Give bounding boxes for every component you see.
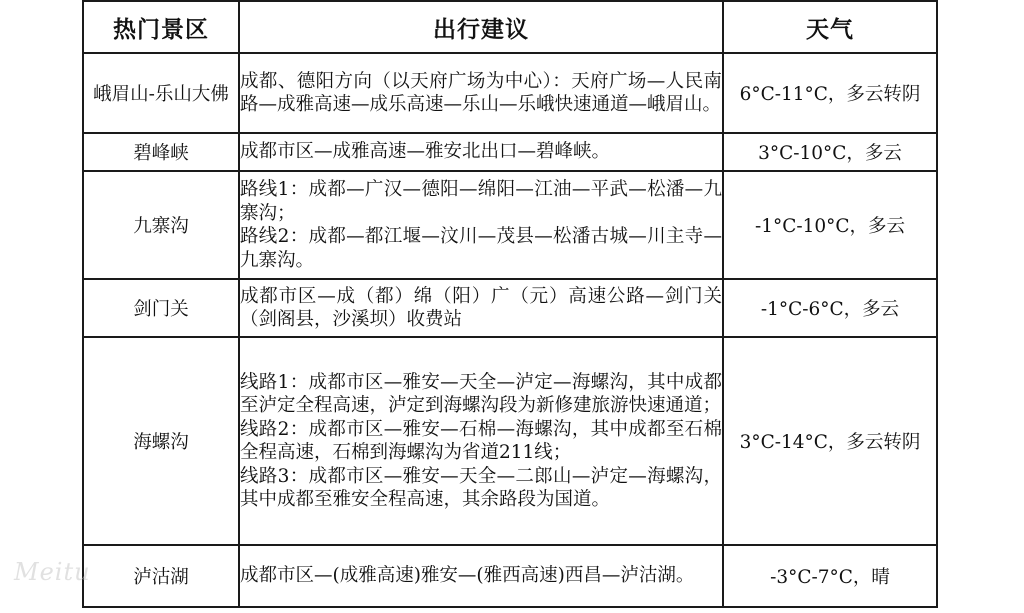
table-row — [83, 53, 937, 133]
spot-name: 九寨沟 — [83, 171, 239, 279]
weather-info: 6°C-11°C，多云转阴 — [723, 53, 937, 133]
route-line: 路线2：成都—都江堰—汶川—茂县—松潘古城—川主寺—九寨沟。 — [240, 226, 722, 271]
route-advice — [239, 171, 723, 279]
weather-info: 3°C-10°C，多云 — [723, 133, 937, 171]
header-row — [83, 1, 937, 53]
route-line: 线路3：成都市区—雅安—天全—二郎山—泸定—海螺沟，其中成都至雅安全程高速，其余路段为国道。 — [240, 465, 722, 510]
weather-info: -3°C-7°C，晴 — [723, 545, 937, 607]
weather-info: -1°C-6°C，多云 — [723, 279, 937, 337]
table-row — [83, 545, 937, 607]
spot-name: 海螺沟 — [83, 337, 239, 545]
weather-info: 3°C-14°C，多云转阴 — [723, 337, 937, 545]
route-advice — [239, 133, 723, 171]
table-row — [83, 337, 937, 545]
header-scenic-spot: 热门景区 — [83, 1, 239, 53]
meitu-watermark: Meitu — [14, 558, 91, 586]
weather-info: -1°C-10°C，多云 — [723, 171, 937, 279]
table-row — [83, 279, 937, 337]
spot-name: 剑门关 — [83, 279, 239, 337]
route-line: 线路1：成都市区—雅安—天全—泸定—海螺沟，其中成都至泸定全程高速，泸定到海螺沟段为新修建旅游快速通道； — [240, 371, 722, 416]
route-advice — [239, 279, 723, 337]
route-line: 成都市区—(成雅高速)雅安—(雅西高速)西昌—泸沽湖。 — [240, 565, 695, 587]
travel-table — [82, 0, 938, 608]
header-weather: 天气 — [723, 1, 937, 53]
route-line: 成都、德阳方向（以天府广场为中心）：天府广场—人民南路—成雅高速—成乐高速—乐山—乐峨快速通道—峨眉山。 — [240, 70, 722, 115]
route-advice — [239, 53, 723, 133]
route-line: 成都市区—成雅高速—雅安北出口—碧峰峡。 — [240, 141, 611, 163]
header-travel-advice: 出行建议 — [239, 1, 723, 53]
table-row — [83, 133, 937, 171]
table-row — [83, 171, 937, 279]
spot-name: 碧峰峡 — [83, 133, 239, 171]
route-advice — [239, 545, 723, 607]
route-advice — [239, 337, 723, 545]
route-line: 成都市区—成（都）绵（阳）广（元）高速公路—剑门关（剑阁县，沙溪坝）收费站 — [240, 285, 722, 330]
spot-name: 峨眉山-乐山大佛 — [83, 53, 239, 133]
route-line: 线路2：成都市区—雅安—石棉—海螺沟，其中成都至石棉全程高速，石棉到海螺沟为省道211线； — [240, 418, 722, 463]
spot-name: 泸沽湖 — [83, 545, 239, 607]
route-line: 路线1：成都—广汉—德阳—绵阳—江油—平武—松潘—九寨沟； — [240, 179, 722, 224]
